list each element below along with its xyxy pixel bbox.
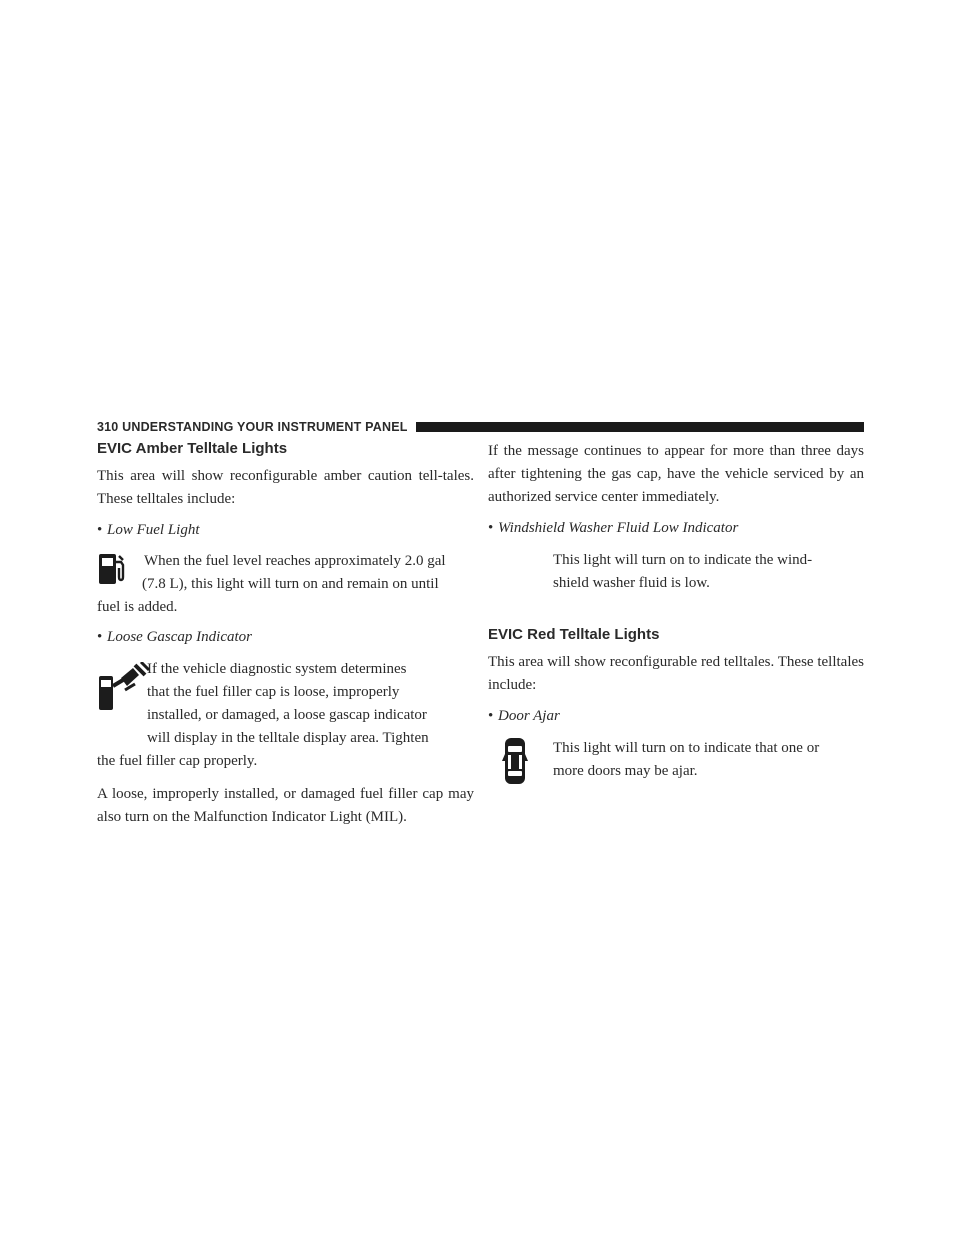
left-column — [97, 440, 474, 829]
washer-fluid-block — [553, 549, 864, 595]
washer-line1: This light will turn on to indicate the wind- — [553, 552, 813, 568]
gascap-line4: will display in the telltale display area. Tighten — [147, 730, 429, 746]
amber-intro: This area will show reconfigurable amber caution tell-tales. These telltales include: — [97, 468, 474, 507]
header-rule — [416, 422, 864, 432]
page-header-text: 310 UNDERSTANDING YOUR INSTRUMENT PANEL — [97, 420, 408, 434]
bullet-low-fuel: • Low Fuel Light — [97, 522, 200, 538]
loose-gascap-block — [97, 658, 474, 774]
gascap-mil-paragraph: A loose, improperly installed, or damaged fuel filler cap may also turn on the Malfunction Indicator Light (MIL). — [97, 786, 474, 825]
right-column — [488, 440, 864, 797]
bullet-door-ajar: • Door Ajar — [488, 708, 560, 724]
section-heading-red: EVIC Red Telltale Lights — [488, 626, 660, 643]
door-line1: This light will turn on to indicate that one or — [553, 740, 820, 756]
door-line2: more doors may be ajar. — [553, 763, 698, 779]
section-heading-amber: EVIC Amber Telltale Lights — [97, 440, 288, 457]
low-fuel-block — [97, 550, 474, 619]
door-ajar-block — [488, 737, 864, 797]
page-header — [97, 419, 864, 435]
gascap-service-paragraph: If the message continues to appear for more than three days after tightening the gas cap, have the vehicle serviced by an authorized service center immediately. — [488, 443, 864, 505]
gascap-line5: the fuel filler cap properly. — [97, 753, 258, 769]
fuel-pump-icon — [97, 550, 127, 588]
low-fuel-line2: (7.8 L), this light will turn on and remain on until — [142, 576, 439, 592]
bullet-door-ajar-label: Door Ajar — [498, 708, 560, 724]
bullet-loose-gascap: • Loose Gascap Indicator — [97, 629, 252, 645]
red-intro: This area will show reconfigurable red telltales. These telltales include: — [488, 654, 864, 693]
bullet-washer-fluid-label: Windshield Washer Fluid Low Indicator — [498, 520, 739, 536]
low-fuel-line1: When the fuel level reaches approximately 2.0 gal — [144, 553, 446, 569]
gascap-line3: installed, or damaged, a loose gascap indicator — [147, 707, 427, 723]
bullet-loose-gascap-label: Loose Gascap Indicator — [107, 629, 252, 645]
loose-gascap-icon — [97, 662, 151, 712]
gascap-line2: that the fuel filler cap is loose, improperly — [147, 684, 400, 700]
gascap-line1: If the vehicle diagnostic system determines — [147, 661, 407, 677]
door-ajar-icon — [502, 737, 528, 785]
low-fuel-line3: fuel is added. — [97, 599, 178, 615]
washer-line2: shield washer fluid is low. — [553, 575, 710, 591]
bullet-washer-fluid: • Windshield Washer Fluid Low Indicator — [488, 520, 739, 536]
bullet-low-fuel-label: Low Fuel Light — [107, 522, 200, 538]
